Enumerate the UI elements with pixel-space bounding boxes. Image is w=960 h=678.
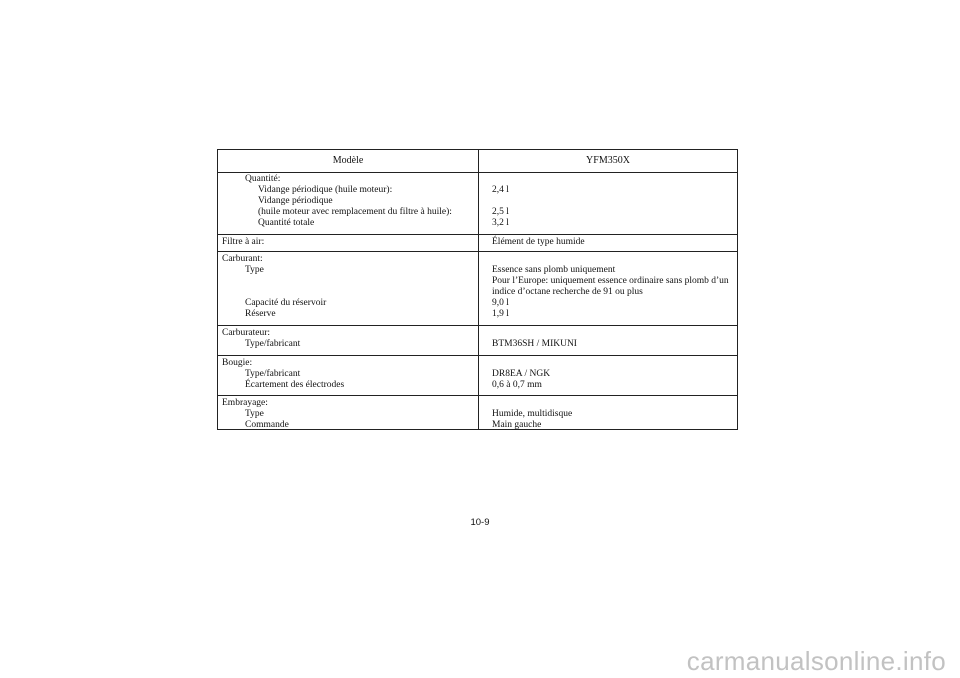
carburant-row	[218, 251, 737, 325]
carburateur-label: Carburateur:	[222, 328, 271, 338]
bougie-type-label: Type/fabricant	[245, 369, 301, 379]
embrayage-row	[218, 395, 737, 430]
totale-label: Quantité totale	[258, 218, 315, 228]
bougie-row	[218, 355, 737, 395]
filtre-air-value: Élément de type humide	[492, 237, 585, 247]
commande-value: Main gauche	[492, 420, 542, 430]
model-header-value: YFM350X	[586, 155, 630, 166]
capacite-label: Capacité du réservoir	[245, 298, 327, 308]
embrayage-type-value: Humide, multidisque	[492, 409, 573, 419]
carburant-europe-line2: indice d’octane recherche de 91 ou plus	[492, 287, 643, 297]
vidange-value: 2,4 l	[492, 185, 509, 195]
quantite-row	[218, 172, 737, 234]
carburant-label: Carburant:	[222, 254, 263, 264]
spec-table	[217, 149, 738, 430]
filtre-air-row	[218, 234, 737, 251]
carburant-europe-line1: Pour l’Europe: uniquement essence ordinaire sans plomb d’un	[492, 276, 729, 286]
capacite-value: 9,0 l	[492, 298, 509, 308]
filtre-label: (huile moteur avec remplacement du filtre à huile):	[258, 207, 452, 217]
reserve-label: Réserve	[245, 309, 276, 319]
reserve-value: 1,9 l	[492, 309, 509, 319]
watermark-text: carmanualsonline.info	[686, 646, 946, 676]
carburant-type-label: Type	[245, 265, 264, 275]
bougie-type-value: DR8EA / NGK	[492, 369, 551, 379]
quantite-label: Quantité:	[245, 174, 281, 184]
bougie-label: Bougie:	[222, 358, 253, 368]
totale-value: 3,2 l	[492, 218, 509, 228]
filtre-air-label: Filtre à air:	[222, 237, 265, 247]
carburateur-row	[218, 325, 737, 355]
embrayage-label: Embrayage:	[222, 398, 268, 408]
model-header-label: Modèle	[332, 155, 364, 166]
carburateur-type-value: BTM36SH / MIKUNI	[492, 339, 577, 349]
embrayage-type-label: Type	[245, 409, 264, 419]
carburant-type-value: Essence sans plomb uniquement	[492, 265, 616, 275]
ecart-value: 0,6 à 0,7 mm	[492, 380, 542, 390]
commande-label: Commande	[245, 420, 289, 430]
header-row	[218, 150, 737, 172]
page-number: 10-9	[470, 517, 490, 528]
vidange2-label: Vidange périodique	[258, 196, 333, 206]
vidange-label: Vidange périodique (huile moteur):	[258, 185, 393, 195]
filtre-value: 2,5 l	[492, 207, 509, 217]
carburateur-type-label: Type/fabricant	[245, 339, 301, 349]
ecart-label: Écartement des électrodes	[245, 380, 345, 390]
